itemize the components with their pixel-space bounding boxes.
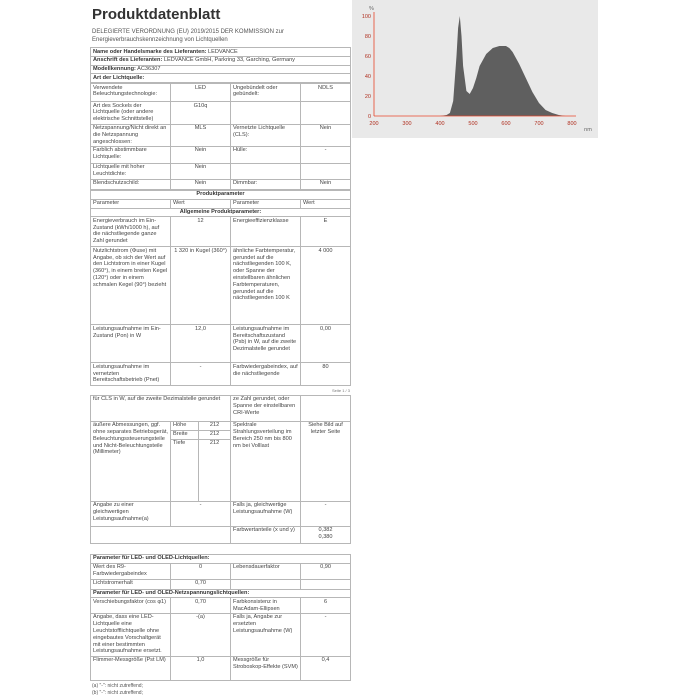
led-header: Parameter für LED- und OLED-Lichtquellen:	[91, 554, 351, 563]
param-value: Nein	[301, 179, 351, 189]
page-title: Produktdatenblatt	[92, 6, 221, 23]
param-label: Leistungsaufnahme im Ein-Zustand (Pon) in W	[91, 325, 171, 363]
product-data-sheet	[90, 0, 350, 697]
table-row	[91, 613, 351, 656]
param-value: E	[301, 217, 351, 247]
param-value: Nein	[171, 163, 231, 179]
table-row	[91, 217, 351, 247]
page-marker: Seite 1 / 3	[331, 387, 350, 393]
param-label: Netzspannung/Nicht direkt an die Netzspannung angeschlossen:	[91, 124, 171, 146]
params-table	[90, 190, 351, 386]
table-row	[91, 84, 351, 102]
model-row: Modellkennung: AC36307	[91, 65, 351, 74]
cont-value	[301, 395, 351, 421]
spectrum-chart-svg	[352, 0, 598, 138]
param-label: Farbkonsistenz in MacAdam-Ellipsen	[231, 598, 301, 614]
spectrum-label: Spektrale Strahlungsverteilung im Bereich 250 nm bis 800 nm bei Volllast	[231, 421, 301, 501]
param-value: 1 320 in Kugel (360°)	[171, 247, 231, 325]
param-value: 12,0	[171, 325, 231, 363]
y-axis-label: %	[369, 6, 374, 12]
param-value: 0,90	[301, 563, 351, 579]
param-label: Farblich abstimmbare Lichtquelle:	[91, 146, 171, 163]
param-label: Art des Sockels der Lichtquelle (oder andere elektrische Schnittstelle)	[91, 102, 171, 124]
x-tick-label: 200	[369, 121, 379, 127]
param-value	[301, 579, 351, 589]
param-label: Verschiebungsfaktor (cos φ1)	[91, 598, 171, 614]
supplier-row: Name oder Handelsmarke des Lieferanten: LEDVANCE	[91, 48, 351, 57]
spacer	[91, 543, 351, 554]
param-value: NDLS	[301, 84, 351, 102]
equiv-value-2: -	[301, 501, 351, 526]
param-label: Energieeffizienzklasse	[231, 217, 301, 247]
param-value: -	[301, 146, 351, 163]
x-tick-label: 600	[501, 121, 511, 127]
col-header-param: Parameter	[231, 199, 301, 208]
param-value: -(a)	[171, 613, 231, 656]
params-header: Produktparameter	[91, 190, 351, 199]
param-value: 12	[171, 217, 231, 247]
param-label: Vernetzte Lichtquelle (CLS):	[231, 124, 301, 146]
x-tick-label: 800	[567, 121, 577, 127]
y-tick-label: 40	[364, 74, 371, 80]
param-label: Leistungsaufnahme im vernetzten Bereitschaftsbetrieb (Pnet)	[91, 363, 171, 385]
dim-value: 212	[199, 430, 231, 439]
dim-value: 212	[199, 421, 231, 430]
dim-name: Höhe	[171, 421, 199, 430]
footnotes	[92, 683, 350, 697]
param-label	[231, 579, 301, 589]
param-label: Energieverbrauch im Ein-Zustand (kWh/1000 h), auf die nächstliegende ganze Zahl gerundet	[91, 217, 171, 247]
param-value: Nein	[301, 124, 351, 146]
x-tick-label: 400	[435, 121, 445, 127]
param-value	[301, 102, 351, 124]
footnote: (a) "-": nicht zutreffend;	[92, 682, 143, 689]
param-label: Verwendete Beleuchtungstechnologie:	[91, 84, 171, 102]
footnote: (b) "-": nicht zutreffend;	[92, 689, 143, 696]
table-row	[91, 563, 351, 579]
spectrum-area	[440, 16, 565, 116]
y-tick-label: 60	[364, 54, 371, 60]
table-row	[91, 325, 351, 363]
param-label: Farbwiedergabeindex, auf die nächstliegende	[231, 363, 301, 385]
table-row	[91, 656, 351, 680]
param-value: 0,70	[171, 579, 231, 589]
param-value: 0,00	[301, 325, 351, 363]
spectrum-chart	[352, 0, 598, 138]
param-label	[231, 163, 301, 179]
col-header-value: Wert	[301, 199, 351, 208]
param-value: 80	[301, 363, 351, 385]
dim-name: Breite	[171, 430, 199, 439]
x-axis-label: nm	[584, 127, 592, 133]
param-value: -	[171, 363, 231, 385]
param-label: Flimmer-Messgröße (Pst LM)	[91, 656, 171, 680]
param-label: Hülle:	[231, 146, 301, 163]
col-header-value: Wert	[171, 199, 231, 208]
param-label: Dimmbar:	[231, 179, 301, 189]
param-value: MLS	[171, 124, 231, 146]
param-label: Angabe, dass eine LED-Lichtquelle eine Leuchtstofflichtquelle ohne eingebautes Vorschaltgerät mit einer bestimmten Leistungsaufnahme ersetzt.	[91, 613, 171, 656]
param-label: Ungebündelt oder gebündelt:	[231, 84, 301, 102]
y-tick-label: 20	[364, 94, 371, 100]
table-row	[91, 179, 351, 189]
param-value: 4 000	[301, 247, 351, 325]
y-tick-label: 80	[364, 34, 371, 40]
x-tick-label: 500	[468, 121, 478, 127]
param-value: G10q	[171, 102, 231, 124]
param-value: -	[301, 613, 351, 656]
param-value: 6	[301, 598, 351, 614]
equiv-value: -	[171, 501, 231, 526]
general-header: Allgemeine Produktparameter:	[91, 208, 351, 217]
table-row	[91, 163, 351, 179]
dim-value: 212	[199, 439, 231, 501]
x-tick-label: 700	[534, 121, 544, 127]
equiv-label-2: Falls ja, gleichwertige Leistungsaufnahme (W)	[231, 501, 301, 526]
param-label: Lebensdauerfaktor	[231, 563, 301, 579]
param-value: 0,4	[301, 656, 351, 680]
table-row	[91, 598, 351, 614]
param-label: Blendschutzschild:	[91, 179, 171, 189]
param-label: Falls ja, Angabe zur ersetzten Leistungsaufnahme (W)	[231, 613, 301, 656]
param-value: Nein	[171, 146, 231, 163]
cont-label-2: ze Zahl gerundet, oder Spanne der einstellbaren CRI-Werte	[231, 395, 301, 421]
table-row	[91, 247, 351, 325]
table-row	[91, 579, 351, 589]
param-value: 0,70	[171, 598, 231, 614]
chromaticity-label: Farbwertanteile (x und y)	[231, 526, 301, 543]
param-value: 0	[171, 563, 231, 579]
x-tick-label: 300	[402, 121, 412, 127]
mains-header: Parameter für LED- und OLED-Netzspannungslichtquellen:	[91, 589, 351, 598]
regulation-text: DELEGIERTE VERORDNUNG (EU) 2019/2015 DER KOMMISSION zur Energieverbrauchskennzeichnung von Lichtquellen	[92, 29, 284, 43]
dimensions-label: äußere Abmessungen, ggf. ohne separates Betriebsgerät, Beleuchtungssteuerungsteile und Nicht-Beleuchtungsteile (Millimeter)	[91, 421, 171, 501]
table-row	[91, 102, 351, 124]
supplier-table	[90, 47, 351, 83]
param-label: ähnliche Farbtemperatur, gerundet auf die nächstliegenden 100 K, oder Spanne der einstellbaren ähnlichen Farbtemperaturen, gerundet auf die nächstliegenden 100 K	[231, 247, 301, 325]
empty-cell	[91, 526, 231, 543]
chromaticity-value: 0,382 0,380	[301, 526, 351, 543]
param-label: Lichtstromerhalt	[91, 579, 171, 589]
spectrum-value: Siehe Bild auf letzter Seite	[301, 421, 351, 501]
col-header-param: Parameter	[91, 199, 171, 208]
param-label: Lichtquelle mit hoher Leuchtdichte:	[91, 163, 171, 179]
table-row	[91, 124, 351, 146]
dim-name: Tiefe	[171, 439, 199, 501]
param-label: Wert des R9-Farbwiedergabeindex	[91, 563, 171, 579]
address-row: Anschrift des Lieferanten: LEDVANCE GmbH, Parkring 33, Garching, Germany	[91, 56, 351, 65]
equiv-label: Angabe zu einer gleichwertigen Leistungsaufnahme(a)	[91, 501, 171, 526]
param-label: Leistungsaufnahme im Bereitschaftszustand (Psb) in W, auf die zweite Dezimalstelle gerundet	[231, 325, 301, 363]
param-label: Nutzlichtstrom (Φuse) mit Angabe, ob sich der Wert auf den Lichtstrom in einer Kugel (360°), in einem breiten Kegel (120°) oder in einem schmalen Kegel (90°) bezieht	[91, 247, 171, 325]
light-type-header: Art der Lichtquelle:	[91, 74, 351, 83]
y-tick-label: 0	[367, 114, 371, 120]
param-value: Nein	[171, 179, 231, 189]
param-value: LED	[171, 84, 231, 102]
params-table-cont	[90, 395, 351, 681]
table-row	[91, 363, 351, 385]
param-value	[301, 163, 351, 179]
param-label: Messgröße für Stroboskop-Effekte (SVM)	[231, 656, 301, 680]
cont-label: für CLS in W, auf die zweite Dezimalstelle gerundet	[91, 395, 231, 421]
light-type-table	[90, 83, 351, 190]
param-value: 1,0	[171, 656, 231, 680]
y-tick-label: 100	[361, 14, 371, 20]
table-row	[91, 146, 351, 163]
param-label	[231, 102, 301, 124]
